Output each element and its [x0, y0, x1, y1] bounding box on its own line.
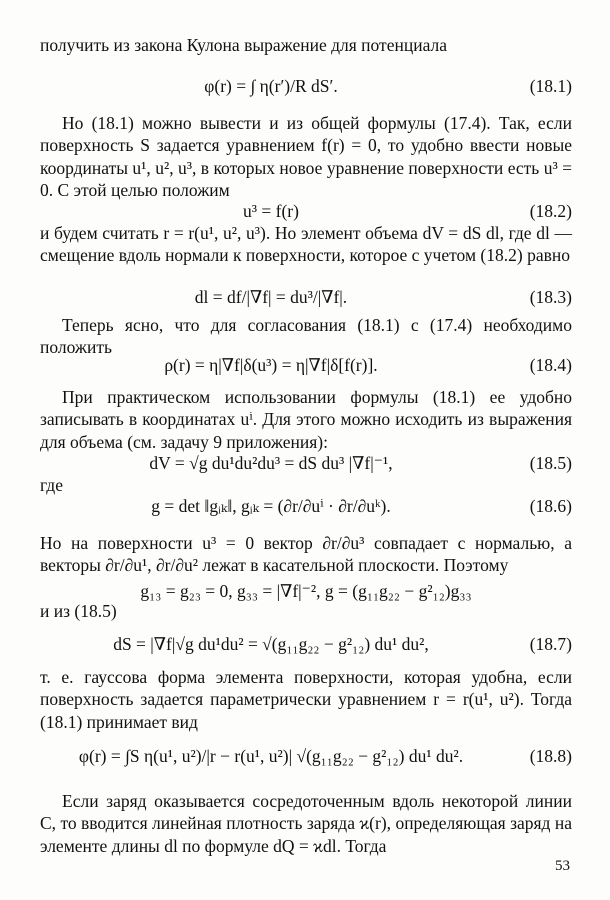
equation-body: dV = √g du¹du²du³ = dS du³ |∇f|⁻¹, [149, 453, 393, 473]
equation-number: (18.8) [529, 746, 572, 766]
equation-18-8 [40, 726, 572, 786]
equation-18-3 [40, 284, 572, 310]
equation-number: (18.4) [529, 355, 572, 375]
paragraph-surface: Но на поверхности u³ = 0 вектор ∂r/∂u³ совпадает с нормалью, а векторы ∂r/∂u¹, ∂r/∂u² лежат в касательной плоскости. Поэтому [40, 533, 572, 576]
equation-18-4 [40, 352, 572, 378]
equation-body: φ(r) = ∫ η(r′)/R dS′. [204, 76, 338, 96]
equation-number: (18.7) [529, 634, 572, 654]
equation-18-7 [40, 622, 572, 666]
paragraph-line-charge: Если заряд оказывается сосредоточенным вдоль некоторой линии C, то вводится линейная плотность заряда ϰ(r), определяющая заряд на элементе длины dl по формуле dQ = ϰdl. Тогда [40, 791, 572, 856]
paragraph-intro: получить из закона Кулона выражение для потенциала [40, 35, 447, 55]
page-number: 53 [555, 858, 570, 874]
equation-body: g = det ‖gᵢₖ‖, gᵢₖ = (∂r/∂uⁱ · ∂r/∂uᵏ). [151, 496, 391, 516]
equation-18-6 [40, 484, 572, 528]
equation-body: u³ = f(r) [243, 201, 299, 221]
paragraph-from: и из (18.5) [40, 601, 117, 621]
paragraph-where: где [40, 475, 63, 495]
equation-number: (18.3) [529, 287, 572, 307]
equation-18-2 [40, 198, 572, 224]
equation-body: ρ(r) = η|∇f|δ(u³) = η|∇f|δ[f(r)]. [164, 355, 378, 375]
equation-number: (18.1) [529, 76, 572, 96]
paragraph-gauss: т. е. гауссова форма элемента поверхности, которая удобна, если поверхность задается параметрически уравнением r = r(u¹, u²). Тогда (18.1) принимает вид [40, 667, 572, 732]
equation-number: (18.5) [529, 453, 572, 473]
paragraph-volume: и будем считать r = r(u¹, u², u³). Но элемент объема dV = dS dl, где dl — смещение вдоль нормали к поверхности, которое с учетом (18.2) равно [40, 223, 572, 266]
equation-body: dS = |∇f|√g du¹du² = √(g₁₁g₂₂ − g²₁₂) du¹ du², [113, 634, 429, 654]
equation-body: g₁₃ = g₂₃ = 0, g₃₃ = |∇f|⁻², g = (g₁₁g₂₂ − g²₁₂)g₃₃ [140, 581, 472, 601]
equation-body: φ(r) = ∫S η(u¹, u²)/|r − r(u¹, u²)| √(g₁₁g₂₂ − g²₁₂) du¹ du². [78, 746, 464, 766]
equation-number: (18.2) [529, 201, 572, 221]
equation-body: dl = df/|∇f| = du³/|∇f|. [194, 287, 348, 307]
paragraph-derivation: Но (18.1) можно вывести и из общей формулы (17.4). Так, если поверхность S задается уравнением f(r) = 0, то удобно ввести новые координаты u¹, u², u³, в которых новое уравнение поверхности есть u³ = 0. С этой целью положим [40, 113, 572, 200]
equation-18-5 [40, 450, 572, 476]
paragraph-practical: При практическом использовании формулы (18.1) ее удобно записывать в координатах uⁱ. Для этого можно исходить из выражения для объема (см. задачу 9 приложения): [40, 387, 572, 452]
paragraph-consistency: Теперь ясно, что для согласования (18.1) с (17.4) необходимо положить [40, 315, 572, 358]
equation-number: (18.6) [529, 496, 572, 516]
equation-18-1 [40, 64, 572, 108]
